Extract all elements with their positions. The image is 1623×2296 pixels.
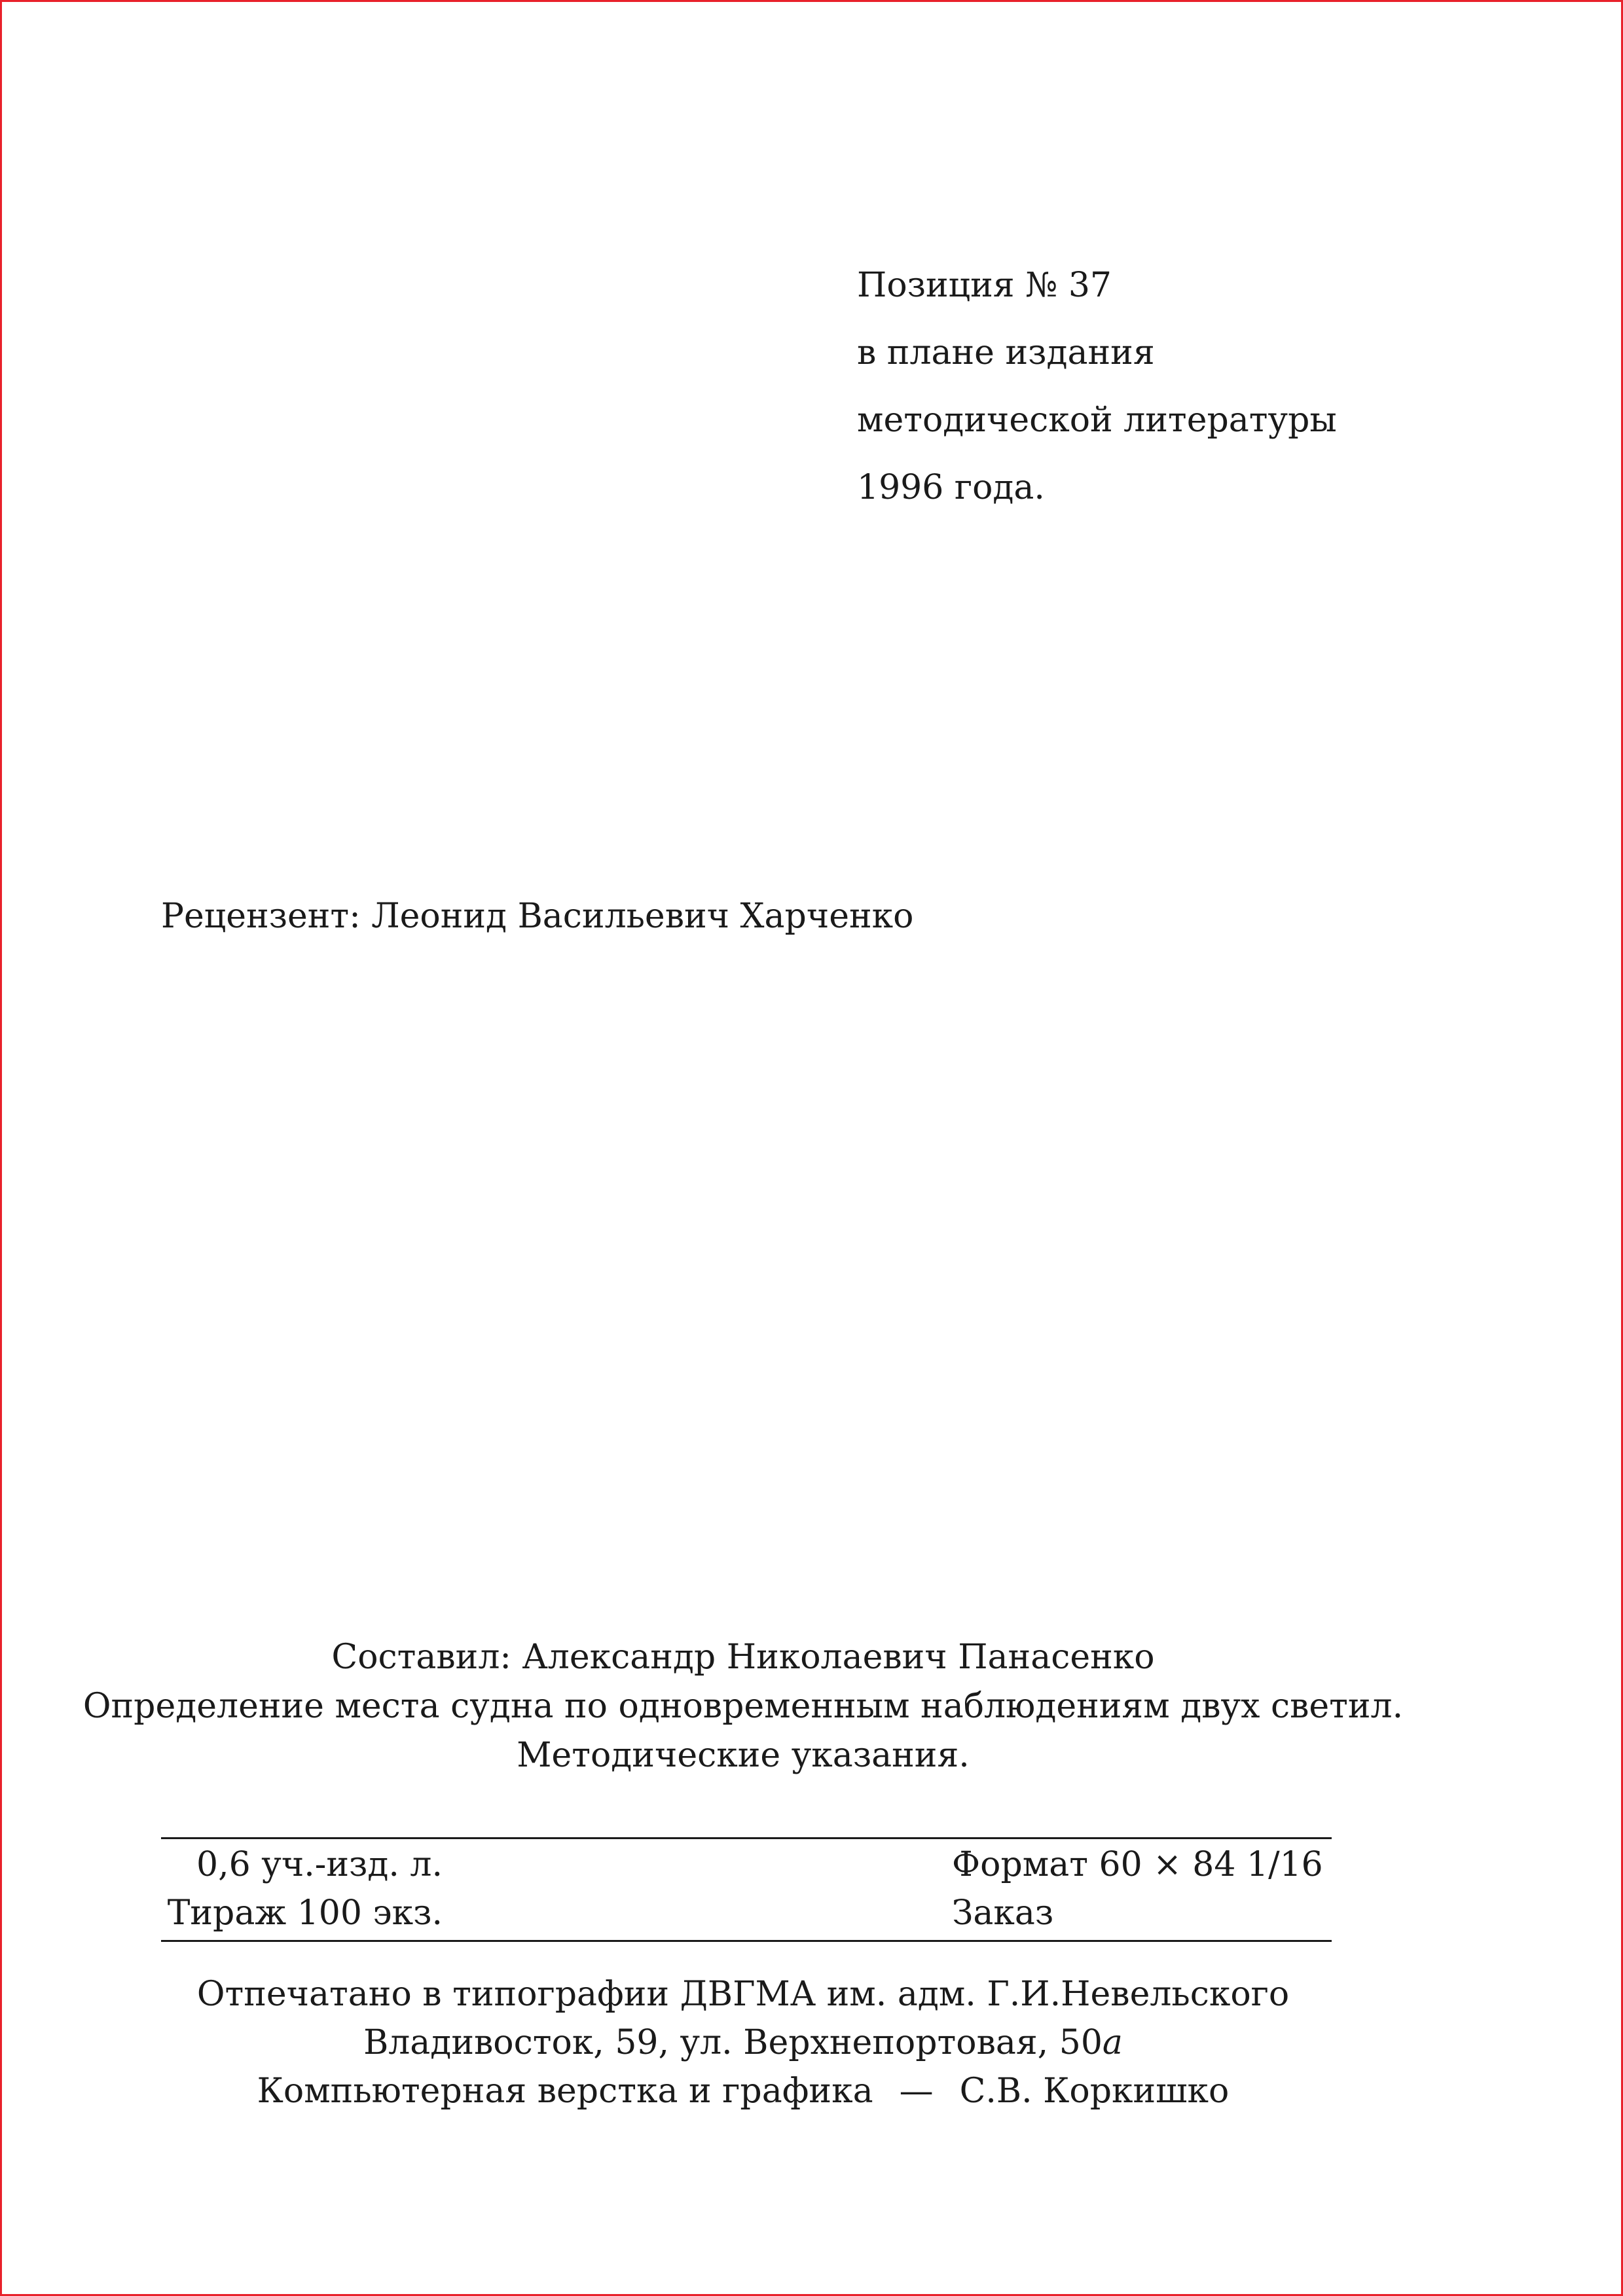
- layout-credit: [0, 2067, 1486, 2115]
- plan-edition: в плане издания: [857, 333, 1155, 372]
- plan-literature: методической литературы: [857, 401, 1337, 440]
- table-row: [161, 1840, 1332, 1889]
- address-letter: a: [1102, 2023, 1123, 2062]
- compiler: Составил: Александр Николаевич Панасенко: [331, 1638, 1155, 1677]
- layout-author: С.В. Коркишко: [959, 2072, 1230, 2111]
- publication-plan-block: [857, 252, 1337, 522]
- volume-cell: 0,6 уч.-изд. л.: [196, 1845, 443, 1884]
- format-cell: Формат 60 × 84 1/16: [952, 1845, 1323, 1884]
- credit-dash: —: [899, 2072, 934, 2111]
- printed-at: Отпечатано в типографии ДВГМА им. адм. Г.И.Невельского: [196, 1975, 1290, 2014]
- circulation-cell: Тираж 100 экз.: [167, 1893, 443, 1933]
- book-title: Определение места судна по одновременным наблюдениям двух светил.: [82, 1687, 1404, 1726]
- order-cell: Заказ: [952, 1893, 1054, 1933]
- printing-info-block: [0, 1970, 1486, 2115]
- table-row: [161, 1889, 1332, 1937]
- book-subtitle: Методические указания.: [517, 1736, 970, 1775]
- plan-year: 1996 года.: [857, 468, 1045, 507]
- book-info-block: [0, 1633, 1486, 1780]
- reviewer: Рецензент: Леонид Васильевич Харченко: [161, 897, 914, 936]
- address-text: Владивосток, 59, ул. Верхнепортовая, 50: [363, 2023, 1103, 2062]
- printing-address: [0, 2018, 1486, 2067]
- publication-details-table: [161, 1837, 1332, 1942]
- layout-label: Компьютерная верстка и графика: [257, 2072, 873, 2111]
- plan-position: Позиция № 37: [857, 266, 1112, 305]
